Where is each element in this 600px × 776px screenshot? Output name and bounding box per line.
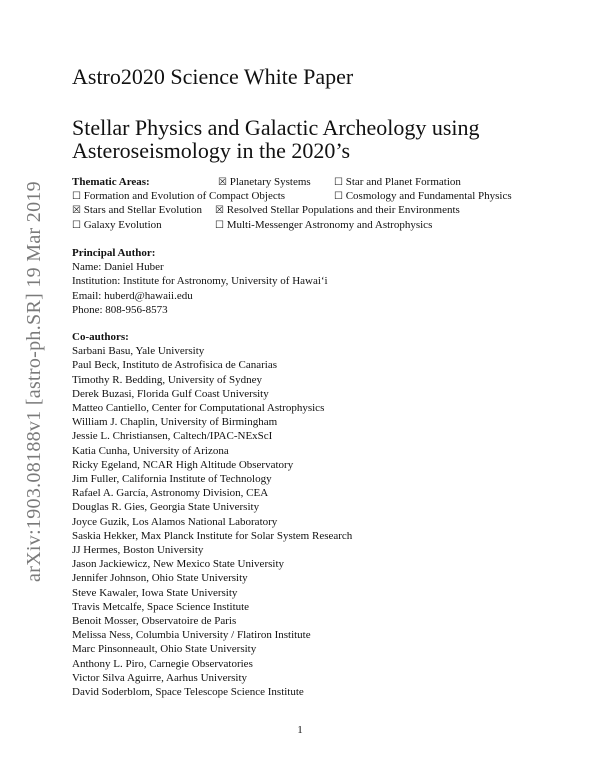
page-number: 1	[297, 724, 303, 736]
unchecked-box-icon: ☐	[334, 177, 343, 188]
coauthor-entry: Marc Pinsonneault, Ohio State University	[72, 643, 257, 656]
principal-author-heading: Principal Author:	[72, 247, 156, 259]
thematic-item: ☒ Resolved Stellar Populations and their Environments	[215, 204, 460, 217]
paper-title: Stellar Physics and Galactic Archeology using Asteroseismology in the 2020’s	[72, 115, 480, 163]
checked-box-icon: ☒	[218, 177, 227, 188]
arxiv-identifier: arXiv:1903.08188v1 [astro-ph.SR] 19 Mar 2019	[22, 180, 45, 582]
coauthor-entry: JJ Hermes, Boston University	[72, 544, 204, 557]
coauthor-entry: Jennifer Johnson, Ohio State University	[72, 572, 248, 585]
paper-header: Astro2020 Science White Paper	[72, 64, 354, 89]
arxiv-sidebar	[14, 180, 54, 582]
thematic-item: ☐ Formation and Evolution of Compact Objects	[72, 190, 286, 203]
thematic-areas-heading: Thematic Areas:	[72, 176, 150, 188]
coauthor-entry: Ricky Egeland, NCAR High Altitude Observatory	[72, 458, 294, 471]
principal-author	[72, 246, 328, 317]
coauthor-entry: Joyce Guzik, Los Alamos National Laboratory	[72, 515, 278, 528]
principal-author-phone: Phone: 808-956-8573	[72, 303, 168, 316]
coauthors	[72, 330, 352, 699]
unchecked-box-icon: ☐	[72, 191, 81, 203]
checked-box-icon: ☒	[72, 205, 81, 217]
coauthor-entry: Travis Metcalfe, Space Science Institute	[72, 600, 250, 613]
coauthor-entry: Douglas R. Gies, Georgia State University	[72, 501, 260, 514]
thematic-item: ☒ Planetary Systems	[218, 176, 311, 188]
thematic-item: ☒ Stars and Stellar Evolution	[72, 204, 202, 217]
coauthor-entry: Timothy R. Bedding, University of Sydney	[72, 373, 262, 386]
coauthor-entry: Saskia Hekker, Max Planck Institute for Solar System Research	[72, 529, 353, 542]
coauthor-entry: William J. Chaplin, University of Birmingham	[72, 416, 278, 429]
coauthor-entry: Rafael A. García, Astronomy Division, CEA	[72, 487, 269, 500]
thematic-item: ☐ Star and Planet Formation	[334, 176, 461, 188]
coauthor-entry: Jessie L. Christiansen, Caltech/IPAC-NExScI	[72, 430, 273, 443]
coauthor-entry: Melissa Ness, Columbia University / Flatiron Institute	[72, 629, 311, 642]
principal-author-institution: Institution: Institute for Astronomy, University of Hawaiʻi	[72, 275, 328, 288]
coauthor-entry: Sarbani Basu, Yale University	[72, 345, 205, 358]
coauthor-entry: Benoit Mosser, Observatoire de Paris	[72, 615, 237, 628]
coauthor-entry: Katia Cunha, University of Arizona	[72, 444, 229, 457]
coauthor-entry: Paul Beck, Instituto de Astrofisica de Canarias	[72, 359, 277, 372]
thematic-item: ☐ Cosmology and Fundamental Physics	[334, 190, 512, 203]
thematic-areas	[72, 175, 542, 232]
coauthor-entry: Victor Silva Aguirre, Aarhus University	[72, 671, 248, 684]
coauthor-entry: David Soderblom, Space Telescope Science Institute	[72, 686, 304, 699]
checked-box-icon: ☒	[215, 205, 224, 217]
coauthor-entry: Derek Buzasi, Florida Gulf Coast University	[72, 387, 269, 400]
coauthor-entry: Jason Jackiewicz, New Mexico State University	[72, 558, 284, 571]
coauthor-entry: Jim Fuller, California Institute of Technology	[72, 473, 272, 486]
principal-author-email[interactable]: Email: huberd@hawaii.edu	[72, 289, 193, 302]
principal-author-name: Name: Daniel Huber	[72, 261, 164, 274]
unchecked-box-icon: ☐	[72, 219, 81, 231]
unchecked-box-icon: ☐	[334, 191, 343, 203]
coauthor-entry: Steve Kawaler, Iowa State University	[72, 586, 238, 599]
thematic-item: ☐ Multi-Messenger Astronomy and Astrophysics	[215, 218, 433, 231]
coauthor-entry: Matteo Cantiello, Center for Computational Astrophysics	[72, 402, 325, 415]
coauthor-list	[72, 344, 352, 699]
thematic-item: ☐ Galaxy Evolution	[72, 218, 162, 231]
unchecked-box-icon: ☐	[215, 219, 224, 231]
coauthor-entry: Anthony L. Piro, Carnegie Observatories	[72, 657, 253, 670]
coauthors-heading: Co-authors:	[72, 331, 129, 343]
